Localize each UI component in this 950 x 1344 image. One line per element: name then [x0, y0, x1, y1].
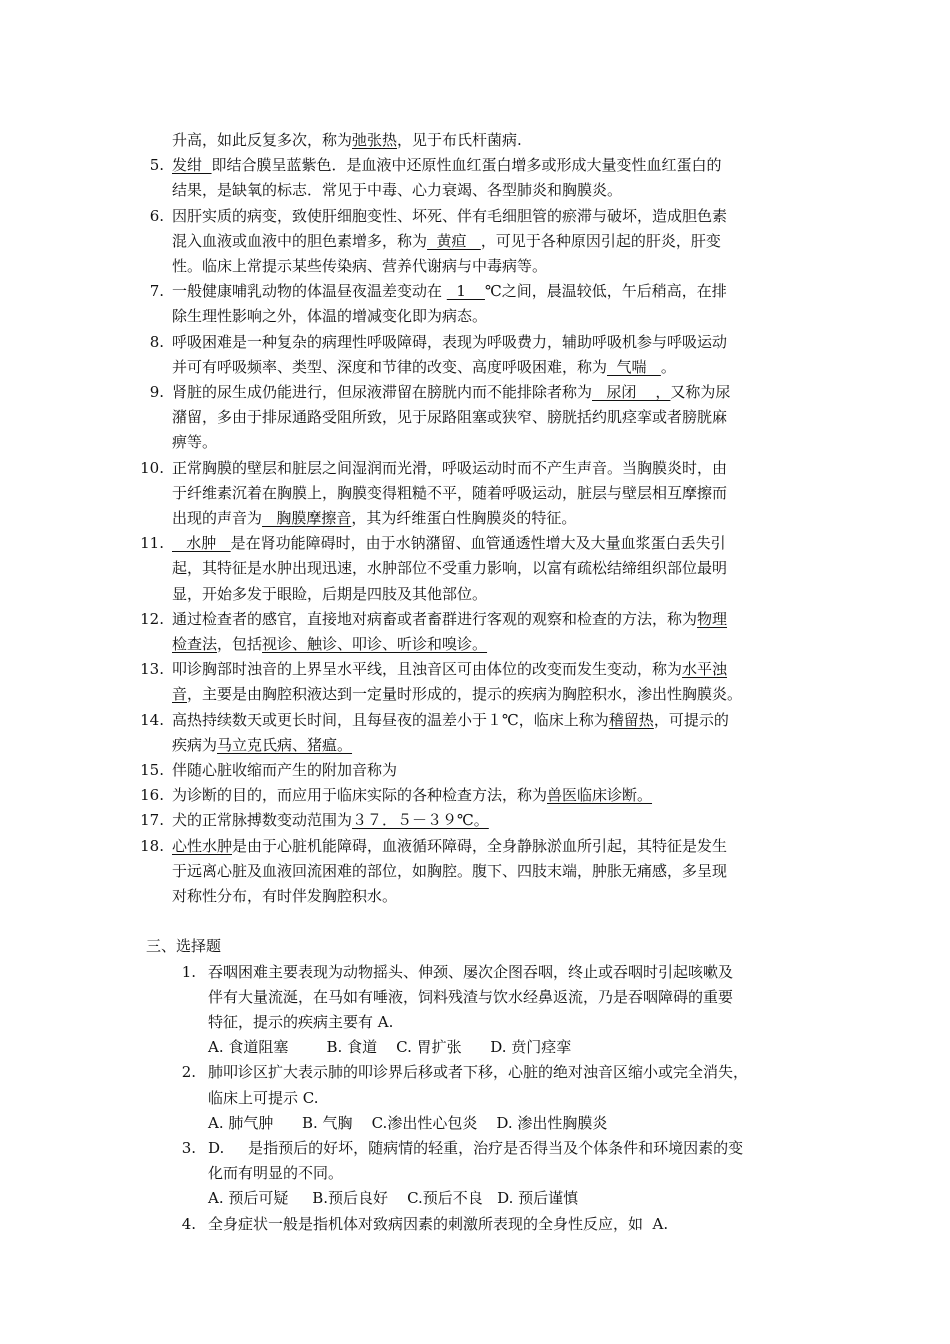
document-body: [0, 128, 950, 1237]
answer-text: 弛张热: [352, 131, 398, 149]
answer-options: A. 预后可疑 B.预后良好 C.预后不良 D. 预后谨慎: [208, 1189, 579, 1208]
question-number: 3.: [181, 1138, 196, 1157]
list-item: 14. 高热持续数天或更长时间，且每昼夜的温差小于１℃，临床上称为稽留热，可提示的: [0, 708, 950, 733]
list-item: 6. 因肝实质的病变，致使肝细胞变性、坏死、伴有毛细胆管的瘀滞与破坏，造成胆色素: [0, 204, 950, 229]
question-line: 临床上可提示 C.: [208, 1088, 319, 1107]
list-item-line: 于纤维素沉着在胸膜上，胸膜变得粗糙不平，随着呼吸运动，脏层与壁层相互摩擦而: [172, 483, 728, 502]
answer-text: 物理: [697, 609, 728, 628]
answer-text: 稽留热: [608, 710, 654, 729]
list-item-line: 结果，是缺氧的标志．常见于中毒、心力衰竭、各型肺炎和胸膜炎。: [172, 181, 623, 200]
answer-text: 水平浊: [682, 660, 728, 679]
item-number: 14.: [140, 710, 164, 729]
item-number: 11.: [140, 534, 164, 553]
item-number: 10.: [140, 458, 164, 477]
question: 4. 全身症状一般是指机体对致病因素的刺激所表现的全身性反应，如 A.: [0, 1212, 950, 1237]
answer-text: 兽医临床诊断。: [547, 786, 653, 805]
answer-text: 胸膜摩擦音: [262, 509, 352, 528]
answer-text: 气喘: [607, 357, 661, 376]
item-number: 18.: [140, 836, 164, 855]
question: 1. 吞咽困难主要表现为动物摇头、伸颈、屡次企图吞咽，终止或吞咽时引起咳嗽及: [0, 960, 950, 985]
list-item: 9. 肾脏的尿生成仍能进行，但尿液滞留在膀胱内而不能排除者称为 尿闭 ，又称为尿: [0, 380, 950, 405]
item-number: 17.: [140, 811, 164, 830]
item-number: 16.: [140, 786, 164, 805]
list-item-line: 痹等。: [172, 433, 218, 452]
list-item: 12. 通过检查者的感官，直接地对病畜或者畜群进行客观的观察和检查的方法，称为物理: [0, 607, 950, 632]
item-number: 6.: [149, 206, 164, 225]
question: 2. 肺叩诊区扩大表示肺的叩诊界后移或者下移，心脏的绝对浊音区缩小或完全消失，: [0, 1060, 950, 1085]
answer-options: A. 食道阻塞 B. 食道 C. 胃扩张 D. 贲门痉挛: [208, 1038, 572, 1057]
list-item-line: 于远离心脏及血液回流困难的部位，如胸腔。腹下、四肢末端，肿胀无痛感，多呈现: [172, 861, 728, 880]
answer-text: 发绀: [172, 156, 212, 175]
item-number: 7.: [149, 282, 164, 301]
question-line: 化而有明显的不同。: [208, 1164, 344, 1183]
list-item-line: 起，其特征是水肿出现迅速，水肿部位不受重力影响，以富有疏松结缔组织部位最明: [172, 559, 728, 578]
item-number: 13.: [140, 660, 164, 679]
list-item-line: 音，主要是由胸腔积液达到一定量时形成的，提示的疾病为胸腔积水，渗出性胸膜炎。: [172, 685, 743, 704]
answer-text: 水肿: [172, 534, 231, 553]
answer-text: 音: [172, 685, 188, 704]
list-item-line: 除生理性影响之外，体温的增减变化即为病态。: [172, 307, 488, 326]
list-item: 8. 呼吸困难是一种复杂的病理性呼吸障碍，表现为呼吸费力，辅助呼吸机参与呼吸运动: [0, 330, 950, 355]
answer-options: A. 肺气肿 B. 气胸 C.渗出性心包炎 D. 渗出性胸膜炎: [208, 1113, 608, 1132]
answer-text: 视诊、触诊、叩诊、听诊和嗅诊。: [262, 635, 488, 654]
section-heading: 三、选择题: [146, 937, 222, 956]
list-item: 5. 发绀 即结合膜呈蓝紫色．是血液中还原性血红蛋白增多或形成大量变性血红蛋白的: [0, 153, 950, 178]
list-item-line: 性。临床上常提示某些传染病、营养代谢病与中毒病等。: [172, 257, 548, 276]
list-item: 10. 正常胸膜的壁层和脏层之间湿润而光滑，呼吸运动时而不产生声音。当胸膜炎时，由: [0, 456, 950, 481]
item-number: 9.: [149, 383, 164, 402]
list-item-line: 出现的声音为 胸膜摩擦音，其为纤维蛋白性胸膜炎的特征。: [172, 509, 577, 528]
list-item: 7. 一般健康哺乳动物的体温昼夜温差变动在 1 ℃之间，晨温较低，午后稍高，在排: [0, 279, 950, 304]
item-number: 15.: [140, 761, 164, 780]
answer-text: 尿闭 ，: [592, 383, 671, 402]
list-item-line: 混入血液或血液中的胆色素增多，称为 黄疸 ，可见于各种原因引起的肝炎，肝变: [172, 231, 721, 250]
answer-text: 马立克氏病、猪瘟。: [217, 735, 353, 754]
question-line: 伴有大量流涎，在马如有唾液，饲料残渣与饮水经鼻返流，乃是吞咽障碍的重要: [208, 987, 734, 1006]
continued-item: 升高，如此反复多次，称为弛张热，见于布氏杆菌病.: [172, 131, 522, 149]
question-number: 1.: [181, 962, 196, 981]
answer-text: 检查法: [172, 635, 218, 654]
item-number: 8.: [149, 332, 164, 351]
list-item-line: 并可有呼吸频率、类型、深度和节律的改变、高度呼吸困难，称为 气喘 。: [172, 357, 676, 376]
answer-text: 1: [446, 282, 485, 301]
answer-text: 黄疸: [427, 231, 481, 250]
question-number: 2.: [181, 1063, 196, 1082]
list-item: 17. 犬的正常脉搏数变动范围为３７．５－３９℃。: [0, 808, 950, 833]
list-item-line: 显，开始多发于眼睑，后期是四肢及其他部位。: [172, 584, 488, 603]
list-item: 11. 水肿 是在肾功能障碍时，由于水钠潴留、血管通透性增大及大量血浆蛋白丢失引: [0, 531, 950, 556]
answer-text: ３７．５－３９℃。: [352, 811, 489, 830]
question: 3. D. 是指预后的好坏，随病情的轻重，治疗是否得当及个体条件和环境因素的变: [0, 1136, 950, 1161]
list-item: 15. 伴随心脏收缩而产生的附加音称为: [0, 758, 950, 783]
item-number: 12.: [140, 609, 164, 628]
question-line: 特征，提示的疾病主要有 A.: [208, 1012, 394, 1031]
list-item-line: 疾病为马立克氏病、猪瘟。: [172, 735, 353, 754]
answer-text: 心性水肿: [172, 836, 233, 855]
list-item: 16. 为诊断的目的，而应用于临床实际的各种检查方法，称为兽医临床诊断。: [0, 783, 950, 808]
list-item: 13. 叩诊胸部时浊音的上界呈水平线，且浊音区可由体位的改变而发生变动，称为水平浊: [0, 657, 950, 682]
list-item-line: 潴留，多由于排尿通路受阻所致，见于尿路阻塞或狭窄、膀胱括约肌痉挛或者膀胱麻: [172, 408, 728, 427]
list-item-line: 检查法，包括视诊、触诊、叩诊、听诊和嗅诊。: [172, 635, 488, 654]
item-number: 5.: [149, 156, 164, 175]
list-item: 18. 心性水肿是由于心脏机能障碍，血液循环障碍，全身静脉淤血所引起，其特征是发生: [0, 834, 950, 859]
list-item-line: 对称性分布，有时伴发胸腔积水。: [172, 887, 398, 906]
question-number: 4.: [181, 1214, 196, 1233]
